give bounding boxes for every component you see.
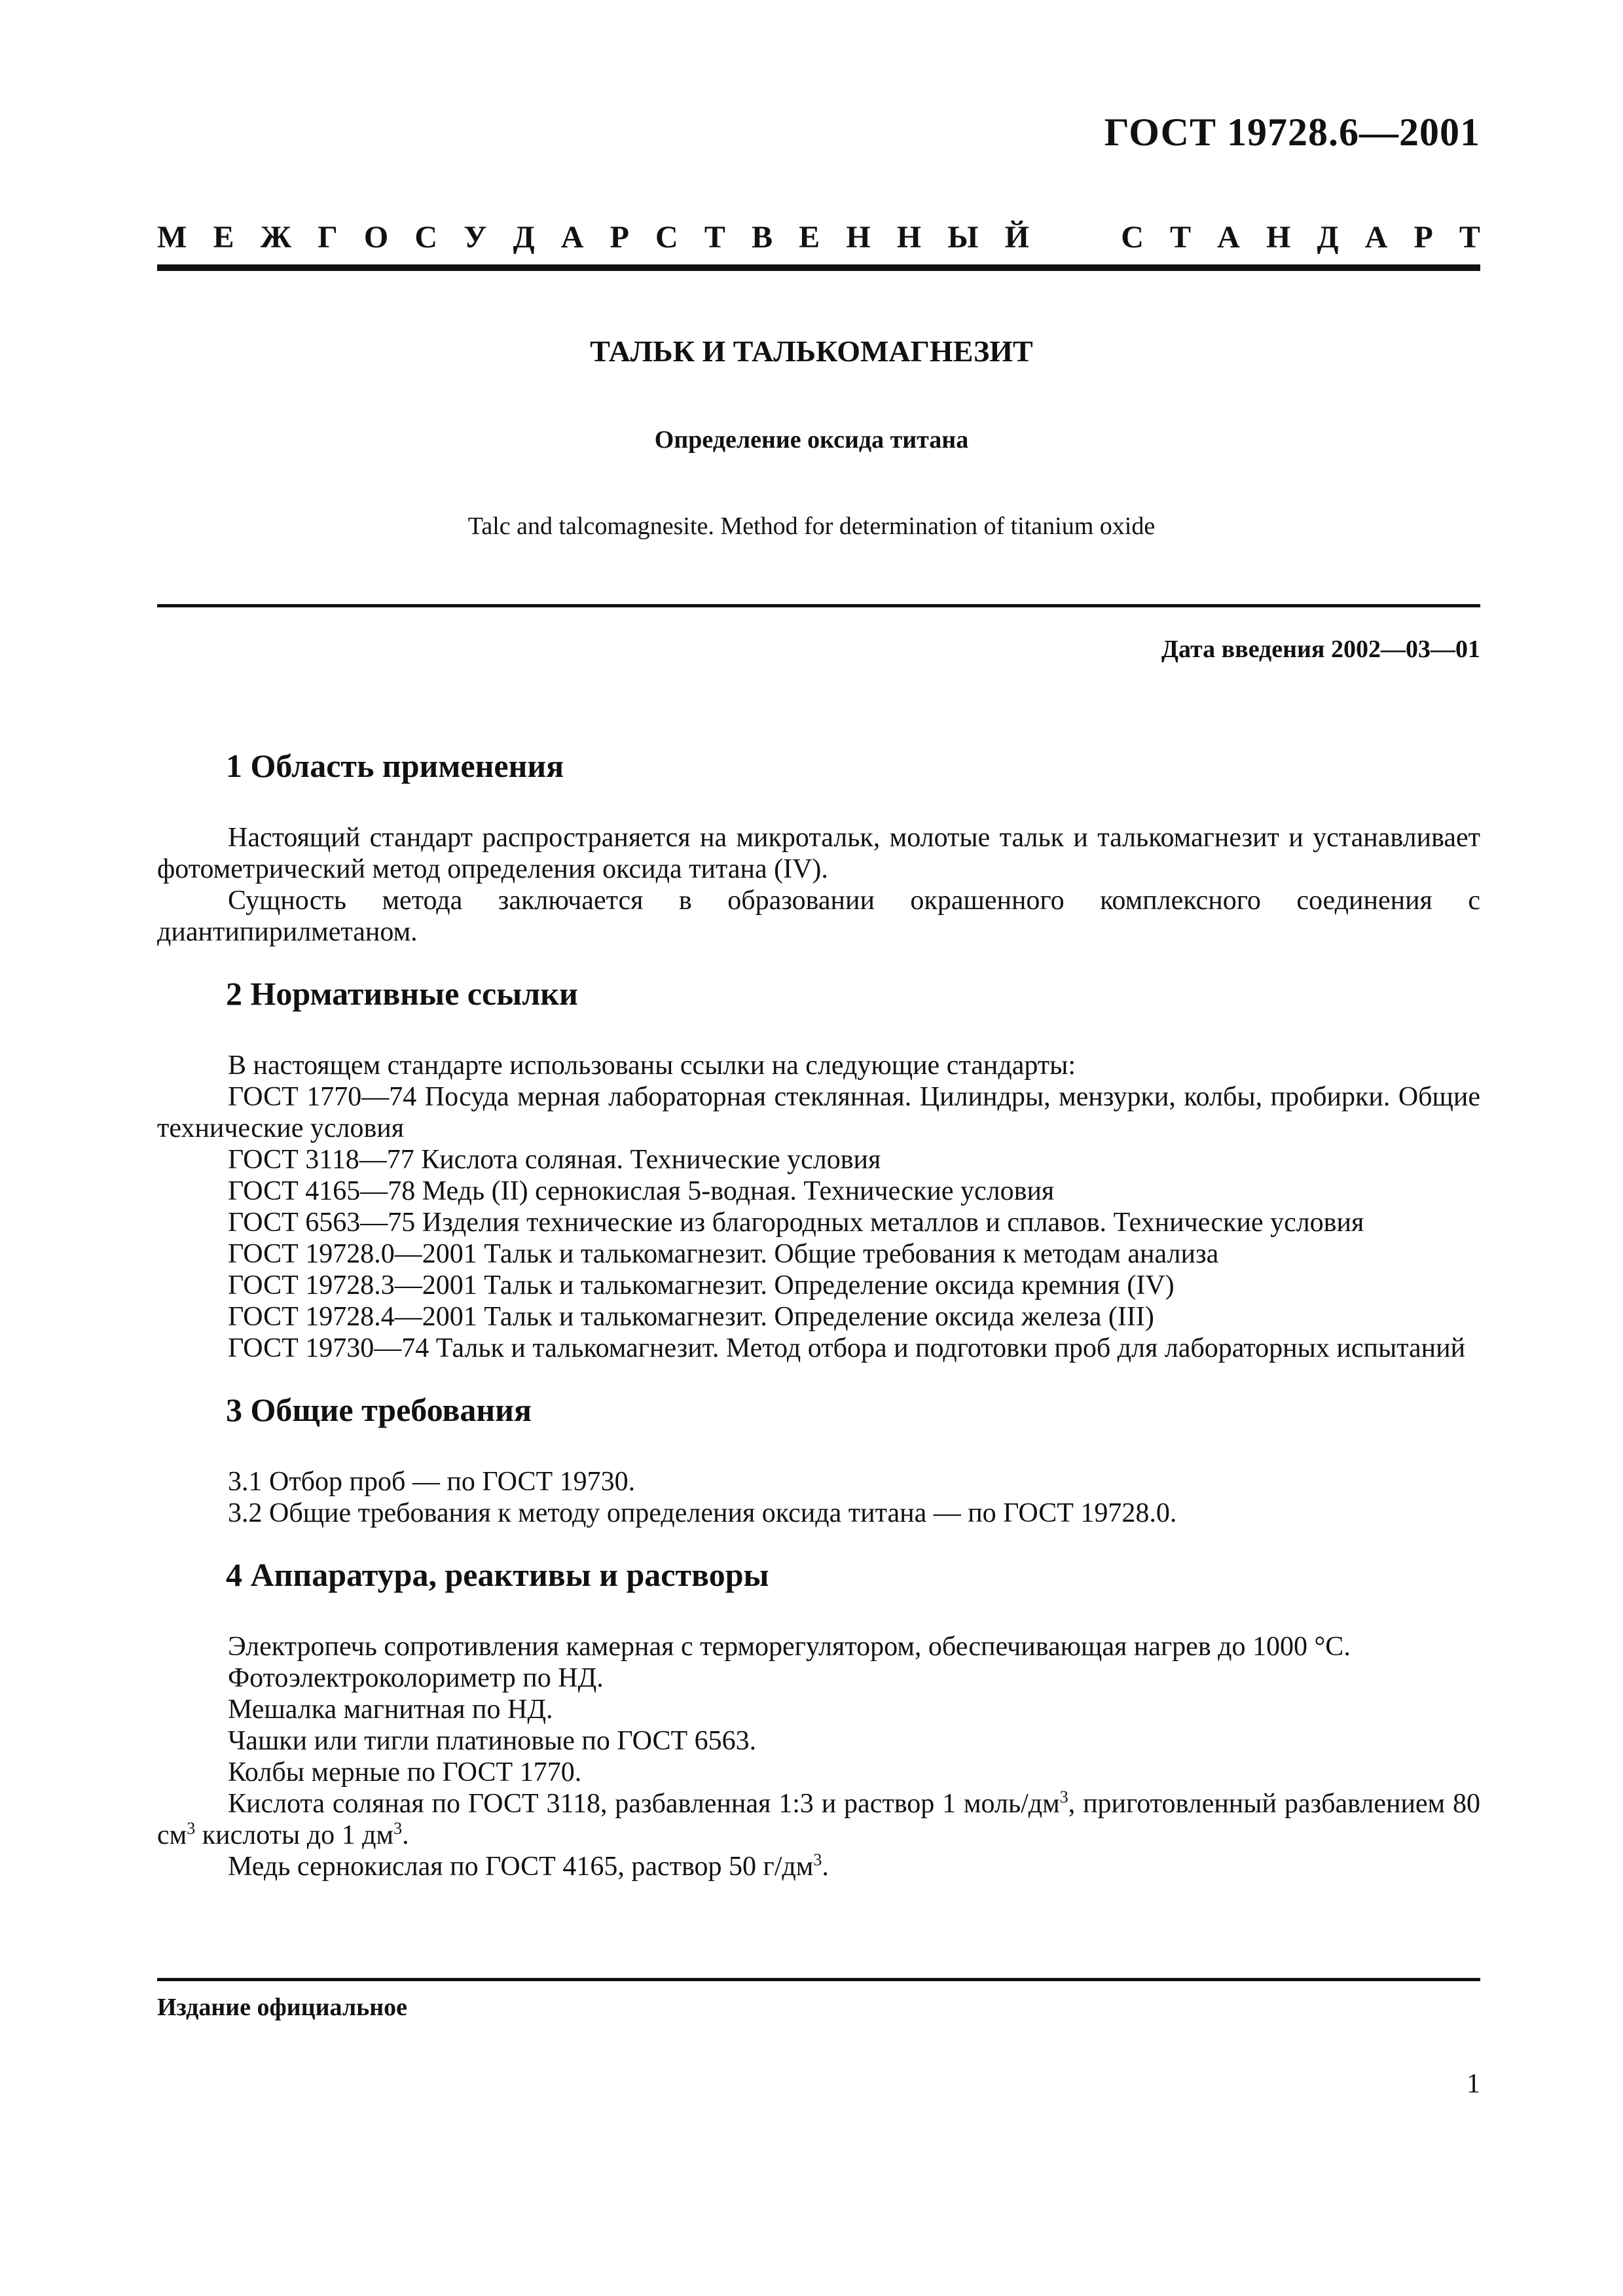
banner-letter: Ж	[260, 220, 292, 255]
introduction-date: Дата введения 2002—03—01	[1161, 636, 1480, 663]
document-body	[157, 746, 1480, 1909]
banner-letter: Г	[318, 220, 338, 255]
text-fragment: Кислота соляная по ГОСТ 3118, разбавленная 1:3 и раствор 1 моль/дм	[228, 1789, 1060, 1819]
reference-item: ГОСТ 1770—74 Посуда мерная лабораторная стеклянная. Цилиндры, мензурки, колбы, пробирки. Общие технические условия	[157, 1082, 1480, 1143]
section-heading: 3 Общие требования	[226, 1391, 532, 1428]
banner-letter: Н	[846, 220, 871, 255]
banner-letter: Д	[1317, 220, 1339, 255]
banner-letter: О	[363, 220, 389, 255]
banner-letter: Е	[799, 220, 820, 255]
banner-letter: С	[414, 220, 438, 255]
paragraph: Сущность метода заключается в образовании окрашенного комплексного соединения с диантипирилметаном.	[157, 886, 1480, 947]
apparatus-item: Колбы мерные по ГОСТ 1770.	[228, 1757, 582, 1787]
section-heading: 2 Нормативные ссылки	[226, 975, 578, 1012]
paragraph: Настоящий стандарт распространяется на микротальк, молотые тальк и талькомагнезит и устанавливает фотометрический метод определения оксида титана (IV).	[157, 823, 1480, 884]
apparatus-item: Электропечь сопротивления камерная с терморегулятором, обеспечивающая нагрев до 1000 °С.	[228, 1632, 1351, 1662]
header-divider	[157, 264, 1480, 271]
text-fragment: кислоты до 1 дм	[195, 1820, 394, 1850]
banner-letter: Р	[1413, 220, 1433, 255]
apparatus-item: Фотоэлектроколориметр по НД.	[228, 1663, 604, 1693]
banner-letter: Р	[610, 220, 629, 255]
section-heading: 4 Аппаратура, реактивы и растворы	[226, 1556, 769, 1593]
text-fragment: .	[402, 1820, 409, 1850]
banner-letter: А	[1217, 220, 1240, 255]
text-fragment: Медь сернокислая по ГОСТ 4165, раствор 50 г/дм	[228, 1852, 814, 1882]
banner-word-gap	[1055, 219, 1095, 255]
banner-letter: Н	[1266, 220, 1291, 255]
text-fragment: , приготовленный разбавлением 80 см	[157, 1789, 1480, 1850]
reference-item: ГОСТ 19728.4—2001 Тальк и талькомагнезит. Определение оксида железа (III)	[228, 1302, 1154, 1332]
reagent-hydrochloric-acid	[157, 1788, 1480, 1851]
reference-item: ГОСТ 19728.3—2001 Тальк и талькомагнезит. Определение оксида кремния (IV)	[228, 1270, 1175, 1300]
text-fragment: .	[822, 1852, 829, 1882]
banner-letter: Т	[1459, 220, 1480, 255]
banner-letter: А	[1364, 220, 1388, 255]
gost-number: ГОСТ 19728.6—2001	[1104, 111, 1480, 154]
banner-letter: Т	[1170, 220, 1192, 255]
superscript: 3	[1059, 1787, 1068, 1806]
clause-item: 3.2 Общие требования к методу определения оксида титана — по ГОСТ 19728.0.	[228, 1498, 1177, 1528]
clause-item: 3.1 Отбор проб — по ГОСТ 19730.	[228, 1467, 636, 1497]
banner-letter: У	[464, 220, 487, 255]
banner-letter: С	[655, 220, 678, 255]
reference-item: ГОСТ 3118—77 Кислота соляная. Технические условия	[228, 1145, 881, 1175]
banner-letter: Д	[513, 220, 535, 255]
apparatus-item: Мешалка магнитная по НД.	[228, 1695, 553, 1725]
banner-letter: Н	[896, 220, 922, 255]
english-title: Talc and talcomagnesite. Method for determination of titanium oxide	[467, 512, 1156, 540]
document-subtitle: Определение оксида титана	[654, 426, 969, 454]
reference-item: ГОСТ 4165—78 Медь (II) сернокислая 5-водная. Технические условия	[228, 1176, 1055, 1206]
interstate-standard-banner	[157, 219, 1480, 255]
page-number: 1	[1467, 2069, 1480, 2099]
reference-item: ГОСТ 19728.0—2001 Тальк и талькомагнезит. Общие требования к методам анализа	[228, 1239, 1219, 1269]
section-scope	[157, 746, 1480, 948]
official-edition-label: Издание официальное	[157, 1994, 408, 2021]
banner-letter: Й	[1004, 220, 1029, 255]
superscript: 3	[813, 1850, 822, 1869]
apparatus-item: Чашки или тигли платиновые по ГОСТ 6563.	[228, 1726, 757, 1756]
banner-letter: М	[157, 220, 187, 255]
banner-letter: Ы	[947, 220, 979, 255]
banner-letter: В	[752, 220, 773, 255]
title-divider	[157, 604, 1480, 607]
section-heading: 1 Область применения	[226, 747, 564, 784]
document-title: ТАЛЬК И ТАЛЬКОМАГНЕЗИТ	[590, 334, 1033, 368]
reference-item: ГОСТ 6563—75 Изделия технические из благородных металлов и сплавов. Технические условия	[228, 1208, 1364, 1238]
superscript: 3	[393, 1819, 403, 1838]
section-general-requirements	[157, 1390, 1480, 1529]
reagent-copper-sulfate	[157, 1851, 1480, 1882]
paragraph: В настоящем стандарте использованы ссылки на следующие стандарты:	[228, 1050, 1076, 1081]
reference-item: ГОСТ 19730—74 Тальк и талькомагнезит. Метод отбора и подготовки проб для лабораторных испытаний	[228, 1333, 1466, 1363]
footer-divider	[157, 1978, 1480, 1981]
section-apparatus-reagents	[157, 1555, 1480, 1882]
banner-letter: Е	[213, 220, 234, 255]
banner-letter: А	[560, 220, 584, 255]
section-normative-references	[157, 974, 1480, 1364]
banner-letter: С	[1121, 220, 1144, 255]
superscript: 3	[187, 1819, 196, 1838]
banner-letter: Т	[704, 220, 725, 255]
